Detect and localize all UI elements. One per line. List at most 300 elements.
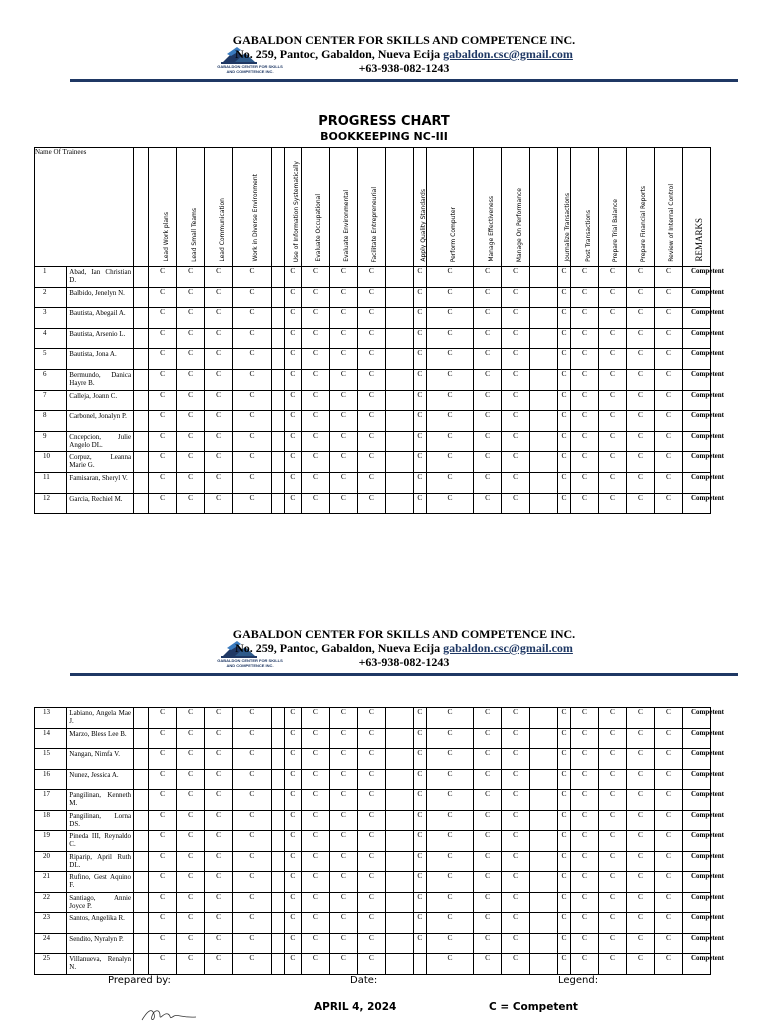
competency-mark: C bbox=[474, 708, 502, 729]
competency-mark: C bbox=[284, 933, 301, 954]
competency-mark: C bbox=[426, 872, 473, 893]
competency-mark: C bbox=[233, 933, 272, 954]
competency-mark: C bbox=[205, 287, 233, 308]
competency-mark: C bbox=[654, 328, 682, 349]
competency-mark: C bbox=[599, 431, 627, 452]
competency-mark: C bbox=[502, 769, 530, 790]
competency-mark: C bbox=[177, 892, 205, 913]
row-number: 18 bbox=[35, 810, 67, 831]
competency-mark bbox=[271, 892, 284, 913]
competency-mark: C bbox=[413, 287, 426, 308]
competency-mark: C bbox=[233, 349, 272, 370]
competency-mark: C bbox=[558, 287, 571, 308]
competency-mark: C bbox=[558, 810, 571, 831]
competency-mark: C bbox=[426, 349, 473, 370]
competency-mark: C bbox=[177, 328, 205, 349]
competency-mark: C bbox=[654, 452, 682, 473]
competency-mark bbox=[385, 769, 413, 790]
competency-mark bbox=[413, 954, 426, 975]
competency-mark bbox=[271, 328, 284, 349]
competency-mark: C bbox=[571, 390, 599, 411]
competency-mark: C bbox=[284, 472, 301, 493]
competency-mark: C bbox=[626, 267, 654, 288]
competency-mark: C bbox=[301, 267, 329, 288]
competency-mark bbox=[271, 287, 284, 308]
table-row bbox=[35, 810, 765, 831]
competency-mark: C bbox=[426, 287, 473, 308]
competency-mark: C bbox=[177, 390, 205, 411]
competency-mark: C bbox=[177, 472, 205, 493]
remarks-cell: Competent bbox=[682, 328, 710, 349]
competency-mark: C bbox=[205, 328, 233, 349]
spacer-cell bbox=[134, 851, 149, 872]
competency-mark: C bbox=[357, 749, 385, 770]
competency-mark bbox=[385, 431, 413, 452]
competency-mark: C bbox=[233, 390, 272, 411]
spacer-cell bbox=[134, 933, 149, 954]
competency-mark bbox=[530, 913, 558, 934]
competency-mark: C bbox=[357, 390, 385, 411]
trainee-name: Pangilinan, Kenneth M. bbox=[67, 790, 134, 811]
spacer-cell bbox=[134, 349, 149, 370]
competency-mark: C bbox=[301, 328, 329, 349]
competency-mark bbox=[271, 390, 284, 411]
competency-column-header bbox=[654, 148, 682, 267]
competency-mark: C bbox=[426, 390, 473, 411]
spacer-cell bbox=[134, 452, 149, 473]
competency-mark: C bbox=[502, 493, 530, 514]
competency-mark bbox=[530, 892, 558, 913]
spacer-cell bbox=[134, 872, 149, 893]
competency-mark: C bbox=[626, 892, 654, 913]
competency-mark: C bbox=[329, 431, 357, 452]
competency-mark: C bbox=[654, 493, 682, 514]
competency-header-label: Review of Internal Control bbox=[668, 184, 676, 262]
competency-column-header bbox=[385, 148, 413, 267]
competency-mark bbox=[271, 872, 284, 893]
competency-mark: C bbox=[598, 933, 626, 954]
competency-mark: C bbox=[426, 831, 473, 852]
competency-mark: C bbox=[233, 892, 272, 913]
trainee-name: Riparip, April Ruth DL. bbox=[67, 851, 134, 872]
competency-mark bbox=[530, 851, 558, 872]
logo-text: GABALDON CENTER FOR SKILLS AND COMPETENCE INC. bbox=[217, 64, 283, 74]
spacer-cell bbox=[134, 769, 149, 790]
competency-mark: C bbox=[626, 831, 654, 852]
competency-mark: C bbox=[474, 851, 502, 872]
competency-mark: C bbox=[474, 749, 502, 770]
competency-mark: C bbox=[626, 769, 654, 790]
spacer-cell bbox=[134, 892, 149, 913]
competency-mark: C bbox=[329, 390, 357, 411]
competency-mark: C bbox=[474, 472, 502, 493]
competency-mark: C bbox=[301, 452, 329, 473]
competency-mark: C bbox=[357, 267, 385, 288]
spacer-cell bbox=[134, 708, 149, 729]
trainee-name: Labiano, Angela Mae J. bbox=[67, 708, 134, 729]
competency-mark: C bbox=[626, 872, 654, 893]
competency-mark: C bbox=[502, 851, 530, 872]
competency-mark: C bbox=[598, 810, 626, 831]
spacer-cell bbox=[134, 369, 149, 390]
competency-mark: C bbox=[426, 267, 473, 288]
competency-mark: C bbox=[558, 328, 571, 349]
table-row bbox=[35, 349, 765, 370]
competency-mark: C bbox=[558, 790, 571, 811]
trainee-name: Bautista, Abegail A. bbox=[67, 308, 134, 329]
competency-mark: C bbox=[233, 411, 272, 432]
competency-header-label: Use of Information Systematically bbox=[292, 160, 300, 262]
competency-mark: C bbox=[654, 411, 682, 432]
competency-mark: C bbox=[177, 749, 205, 770]
row-number: 4 bbox=[35, 328, 67, 349]
progress-table-page1 bbox=[34, 147, 765, 514]
competency-mark: C bbox=[284, 728, 301, 749]
competency-mark: C bbox=[149, 369, 177, 390]
competency-mark: C bbox=[558, 452, 571, 473]
competency-mark: C bbox=[205, 369, 233, 390]
competency-mark: C bbox=[474, 431, 502, 452]
competency-mark: C bbox=[413, 493, 426, 514]
competency-mark: C bbox=[474, 831, 502, 852]
remarks-cell: Competent bbox=[682, 390, 710, 411]
competency-mark: C bbox=[205, 892, 233, 913]
competency-mark: C bbox=[571, 708, 599, 729]
competency-mark: C bbox=[413, 810, 426, 831]
competency-mark bbox=[385, 708, 413, 729]
competency-mark: C bbox=[205, 851, 233, 872]
competency-mark: C bbox=[558, 851, 571, 872]
table-row bbox=[35, 287, 765, 308]
competency-mark: C bbox=[626, 411, 654, 432]
competency-mark: C bbox=[149, 954, 177, 975]
spacer-cell bbox=[134, 472, 149, 493]
spacer-cell bbox=[134, 790, 149, 811]
competency-mark: C bbox=[301, 369, 329, 390]
competency-mark: C bbox=[233, 872, 272, 893]
table-row bbox=[35, 851, 765, 872]
competency-mark: C bbox=[413, 749, 426, 770]
table-header-row bbox=[35, 148, 765, 267]
competency-mark: C bbox=[233, 851, 272, 872]
competency-mark: C bbox=[284, 328, 301, 349]
trainee-name: Santiago, Annie Joyce P. bbox=[67, 892, 134, 913]
competency-mark bbox=[530, 831, 558, 852]
competency-mark: C bbox=[571, 851, 599, 872]
competency-mark: C bbox=[233, 831, 272, 852]
competency-header-label: Evaluate Environmental bbox=[343, 190, 351, 262]
competency-mark: C bbox=[329, 769, 357, 790]
competency-mark: C bbox=[571, 493, 599, 514]
remarks-cell: Competent bbox=[682, 851, 710, 872]
competency-mark: C bbox=[558, 411, 571, 432]
trainee-name: Corpuz, Leanna Marie G. bbox=[67, 452, 134, 473]
competency-mark: C bbox=[558, 913, 571, 934]
competency-mark: C bbox=[233, 728, 272, 749]
competency-mark: C bbox=[284, 790, 301, 811]
competency-mark: C bbox=[413, 872, 426, 893]
competency-mark: C bbox=[571, 411, 599, 432]
competency-mark: C bbox=[654, 287, 682, 308]
competency-mark: C bbox=[626, 431, 654, 452]
competency-mark: C bbox=[329, 287, 357, 308]
competency-mark: C bbox=[558, 954, 571, 975]
competency-mark: C bbox=[301, 913, 329, 934]
competency-mark: C bbox=[598, 749, 626, 770]
competency-mark: C bbox=[599, 349, 627, 370]
competency-mark: C bbox=[626, 369, 654, 390]
competency-mark: C bbox=[413, 267, 426, 288]
competency-mark: C bbox=[626, 728, 654, 749]
competency-mark: C bbox=[149, 472, 177, 493]
competency-header-label: Prepare Trial Balance bbox=[612, 198, 620, 262]
competency-mark: C bbox=[626, 452, 654, 473]
competency-mark: C bbox=[177, 851, 205, 872]
competency-mark bbox=[271, 472, 284, 493]
competency-mark: C bbox=[426, 708, 473, 729]
page-title: PROGRESS CHART bbox=[318, 114, 450, 129]
competency-header-label: Prepare Financial Reports bbox=[640, 185, 648, 262]
competency-mark: C bbox=[149, 831, 177, 852]
competency-mark: C bbox=[329, 328, 357, 349]
competency-mark: C bbox=[598, 728, 626, 749]
org-email-link[interactable]: gabaldon.csc@gmail.com bbox=[443, 47, 573, 61]
competency-mark bbox=[271, 431, 284, 452]
competency-mark: C bbox=[284, 913, 301, 934]
trainee-name: Cncepcion, Julie Angelo DL. bbox=[67, 431, 134, 452]
competency-mark: C bbox=[301, 728, 329, 749]
competency-mark bbox=[271, 308, 284, 329]
remarks-cell: Competent bbox=[682, 954, 710, 975]
competency-mark: C bbox=[329, 267, 357, 288]
spacer-cell bbox=[134, 913, 149, 934]
competency-mark: C bbox=[654, 913, 682, 934]
row-number: 20 bbox=[35, 851, 67, 872]
competency-mark: C bbox=[626, 708, 654, 729]
org-phone: +63-938-082-1243 bbox=[358, 61, 450, 75]
competency-mark: C bbox=[357, 810, 385, 831]
competency-mark: C bbox=[654, 810, 682, 831]
competency-mark bbox=[530, 872, 558, 893]
competency-mark: C bbox=[474, 328, 502, 349]
competency-mark: C bbox=[426, 328, 473, 349]
competency-mark: C bbox=[301, 749, 329, 770]
competency-mark: C bbox=[329, 472, 357, 493]
competency-mark: C bbox=[177, 831, 205, 852]
competency-mark: C bbox=[599, 472, 627, 493]
row-number: 1 bbox=[35, 267, 67, 288]
competency-mark bbox=[530, 390, 558, 411]
competency-mark: C bbox=[654, 769, 682, 790]
competency-mark: C bbox=[284, 851, 301, 872]
competency-header-label: Post Transactions bbox=[584, 210, 592, 262]
competency-mark bbox=[385, 954, 413, 975]
row-number: 17 bbox=[35, 790, 67, 811]
competency-mark: C bbox=[654, 872, 682, 893]
competency-mark bbox=[271, 452, 284, 473]
competency-mark: C bbox=[177, 708, 205, 729]
competency-mark bbox=[271, 708, 284, 729]
competency-mark: C bbox=[284, 390, 301, 411]
competency-mark: C bbox=[177, 369, 205, 390]
date-value: APRIL 4, 2024 bbox=[314, 1001, 397, 1013]
competency-mark: C bbox=[149, 769, 177, 790]
competency-mark: C bbox=[598, 872, 626, 893]
row-number: 9 bbox=[35, 431, 67, 452]
competency-mark: C bbox=[284, 411, 301, 432]
competency-mark: C bbox=[502, 749, 530, 770]
trainee-name: Sendito, Nyralyn P. bbox=[67, 933, 134, 954]
competency-mark: C bbox=[502, 411, 530, 432]
competency-column-header bbox=[149, 148, 177, 267]
competency-mark: C bbox=[413, 369, 426, 390]
competency-header-label: Lead Work plans bbox=[162, 212, 170, 262]
competency-mark: C bbox=[205, 472, 233, 493]
competency-mark: C bbox=[205, 790, 233, 811]
competency-mark: C bbox=[205, 390, 233, 411]
trainee-name: Santos, Angelika R. bbox=[67, 913, 134, 934]
competency-mark: C bbox=[558, 749, 571, 770]
competency-mark: C bbox=[502, 954, 530, 975]
row-number: 23 bbox=[35, 913, 67, 934]
competency-mark: C bbox=[357, 728, 385, 749]
competency-mark: C bbox=[413, 328, 426, 349]
table-row bbox=[35, 493, 765, 514]
competency-mark: C bbox=[502, 472, 530, 493]
competency-mark: C bbox=[233, 308, 272, 329]
competency-mark: C bbox=[558, 349, 571, 370]
competency-mark: C bbox=[329, 913, 357, 934]
competency-mark bbox=[385, 851, 413, 872]
competency-mark bbox=[530, 790, 558, 811]
spacer-cell bbox=[134, 831, 149, 852]
competency-mark: C bbox=[205, 493, 233, 514]
competency-mark: C bbox=[599, 308, 627, 329]
competency-mark: C bbox=[205, 872, 233, 893]
competency-mark: C bbox=[205, 349, 233, 370]
competency-mark: C bbox=[474, 892, 502, 913]
competency-mark: C bbox=[301, 708, 329, 729]
competency-mark: C bbox=[558, 493, 571, 514]
remarks-cell: Competent bbox=[682, 728, 710, 749]
org-address: No. 259, Pantoc, Gabaldon, Nueva Ecija bbox=[235, 47, 441, 61]
competency-mark: C bbox=[626, 390, 654, 411]
table-row bbox=[35, 892, 765, 913]
competency-mark: C bbox=[626, 472, 654, 493]
org-email-link[interactable]: gabaldon.csc@gmail.com bbox=[443, 641, 573, 655]
table-row bbox=[35, 831, 765, 852]
spacer-cell bbox=[134, 308, 149, 329]
remarks-cell: Competent bbox=[682, 933, 710, 954]
competency-mark: C bbox=[357, 872, 385, 893]
competency-mark bbox=[530, 431, 558, 452]
competency-mark: C bbox=[329, 308, 357, 329]
competency-mark: C bbox=[474, 954, 502, 975]
competency-mark bbox=[271, 369, 284, 390]
competency-mark: C bbox=[571, 431, 599, 452]
row-number: 24 bbox=[35, 933, 67, 954]
competency-mark: C bbox=[149, 892, 177, 913]
competency-mark: C bbox=[654, 431, 682, 452]
competency-mark: C bbox=[571, 267, 599, 288]
competency-mark: C bbox=[177, 810, 205, 831]
competency-mark: C bbox=[149, 328, 177, 349]
competency-mark: C bbox=[426, 790, 473, 811]
competency-mark: C bbox=[558, 933, 571, 954]
competency-mark: C bbox=[301, 349, 329, 370]
competency-mark: C bbox=[558, 728, 571, 749]
competency-mark bbox=[385, 892, 413, 913]
competency-mark: C bbox=[301, 851, 329, 872]
row-number: 19 bbox=[35, 831, 67, 852]
competency-mark: C bbox=[149, 267, 177, 288]
competency-mark: C bbox=[301, 933, 329, 954]
competency-mark: C bbox=[599, 452, 627, 473]
competency-mark bbox=[271, 728, 284, 749]
row-number: 22 bbox=[35, 892, 67, 913]
competency-mark bbox=[385, 411, 413, 432]
trainee-name: Rufino, Gest Aquino F. bbox=[67, 872, 134, 893]
competency-mark: C bbox=[474, 493, 502, 514]
competency-mark: C bbox=[284, 431, 301, 452]
competency-mark: C bbox=[626, 810, 654, 831]
competency-mark: C bbox=[233, 287, 272, 308]
competency-mark: C bbox=[205, 769, 233, 790]
competency-mark bbox=[385, 308, 413, 329]
competency-mark: C bbox=[502, 872, 530, 893]
remarks-cell: Competent bbox=[682, 287, 710, 308]
competency-mark: C bbox=[558, 872, 571, 893]
competency-mark bbox=[271, 933, 284, 954]
competency-mark: C bbox=[329, 452, 357, 473]
competency-mark: C bbox=[626, 913, 654, 934]
table-row bbox=[35, 913, 765, 934]
competency-mark: C bbox=[301, 769, 329, 790]
competency-header-label: Journalize Transactions bbox=[564, 193, 572, 262]
competency-column-header bbox=[599, 148, 627, 267]
competency-mark bbox=[385, 913, 413, 934]
competency-mark: C bbox=[177, 287, 205, 308]
competency-mark: C bbox=[284, 267, 301, 288]
competency-mark: C bbox=[502, 892, 530, 913]
competency-mark bbox=[271, 954, 284, 975]
competency-mark: C bbox=[502, 933, 530, 954]
competency-mark: C bbox=[233, 267, 272, 288]
table-row bbox=[35, 933, 765, 954]
competency-mark: C bbox=[329, 851, 357, 872]
remarks-cell: Competent bbox=[682, 769, 710, 790]
table-row bbox=[35, 369, 765, 390]
competency-header-label: Facilitate Entrepreneurial bbox=[371, 186, 379, 262]
competency-mark: C bbox=[177, 349, 205, 370]
competency-mark: C bbox=[301, 892, 329, 913]
competency-mark: C bbox=[413, 308, 426, 329]
competency-mark: C bbox=[329, 933, 357, 954]
competency-mark: C bbox=[571, 328, 599, 349]
competency-mark: C bbox=[413, 390, 426, 411]
remarks-cell: Competent bbox=[682, 872, 710, 893]
competency-mark: C bbox=[284, 287, 301, 308]
competency-mark bbox=[385, 349, 413, 370]
competency-mark: C bbox=[177, 452, 205, 473]
prepared-by-label: Prepared by: bbox=[108, 975, 171, 986]
competency-mark: C bbox=[329, 411, 357, 432]
competency-mark: C bbox=[558, 308, 571, 329]
competency-mark: C bbox=[205, 452, 233, 473]
competency-mark: C bbox=[301, 872, 329, 893]
competency-mark: C bbox=[357, 411, 385, 432]
competency-mark: C bbox=[654, 472, 682, 493]
